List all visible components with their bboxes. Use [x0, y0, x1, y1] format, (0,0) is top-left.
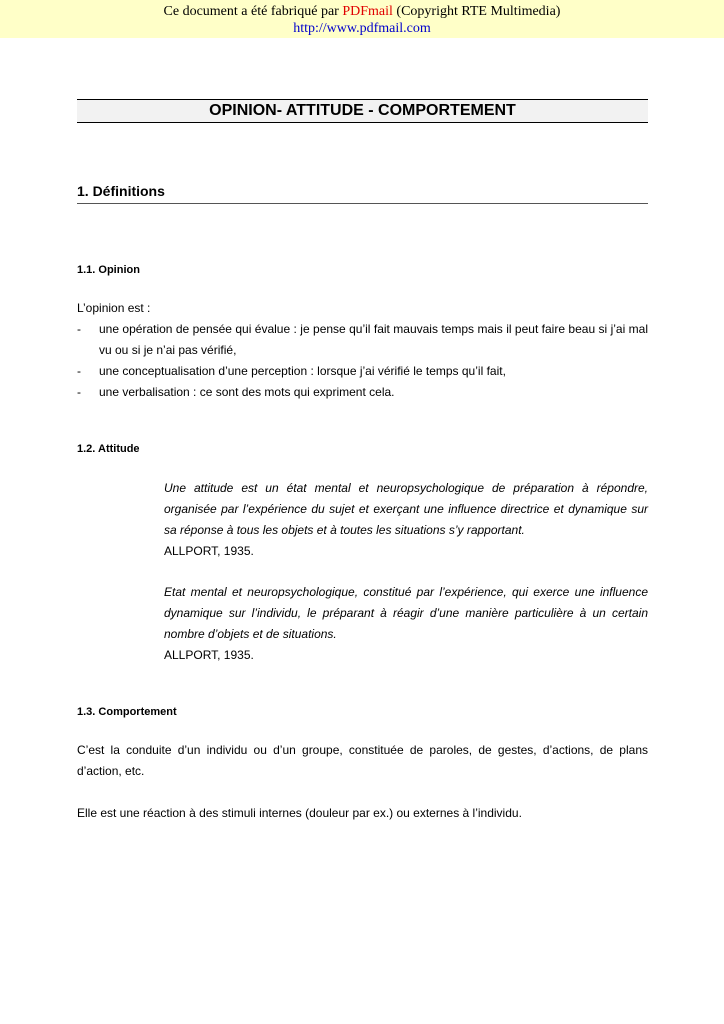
banner-line-1 [0, 3, 724, 20]
section-heading-definitions: 1. Définitions [77, 183, 648, 204]
banner-suffix: (Copyright RTE Multimedia) [396, 4, 561, 19]
subsection-heading-attitude: 1.2. Attitude [77, 443, 140, 455]
list-item-text: une conceptualisation d’une perception : lorsque j’ai vérifié le temps qu’il fait, [99, 364, 506, 378]
list-item [77, 361, 648, 382]
list-item-text: une verbalisation : ce sont des mots qui expriment cela. [99, 385, 395, 399]
list-item [77, 319, 648, 361]
comportement-paragraph-2: Elle est une réaction à des stimuli internes (douleur par ex.) ou externes à l’individu. [77, 806, 522, 820]
quote-citation-1: ALLPORT, 1935. [164, 544, 254, 558]
subsection-heading-comportement: 1.3. Comportement [77, 706, 177, 718]
list-item [77, 382, 648, 403]
pdfmail-banner [0, 0, 724, 38]
subsection-heading-opinion: 1.1. Opinion [77, 264, 140, 276]
list-item-text: une opération de pensée qui évalue : je pense qu’il fait mauvais temps mais il peut faire beau si j’ai mal vu ou si je n’ai pas vérifié, [99, 322, 648, 357]
opinion-intro: L’opinion est : [77, 301, 151, 315]
banner-link[interactable]: http://www.pdfmail.com [293, 21, 431, 36]
banner-line-2 [0, 20, 724, 37]
list-dash: - [77, 322, 81, 336]
list-dash: - [77, 385, 81, 399]
document-title: OPINION- ATTITUDE - COMPORTEMENT [77, 99, 648, 123]
allport-quote-2: Etat mental et neuropsychologique, constitué par l’expérience, qui exerce une influence dynamique sur l’individu, le préparant à réagir d’une manière particulière à un certain nombre d’objets et de situations. [164, 585, 648, 641]
list-dash: - [77, 364, 81, 378]
comportement-paragraph-1: C’est la conduite d’un individu ou d’un groupe, constituée de paroles, de gestes, d’actions, de plans d’action, etc. [77, 743, 648, 778]
banner-brand: PDFmail [342, 4, 393, 19]
allport-quote-1: Une attitude est un état mental et neuropsychologique de préparation à répondre, organisée par l’expérience du sujet et exerçant une influence directrice et dynamique sur sa réponse à tous les objets et à toutes les situations s’y rapportant. [164, 481, 648, 537]
quote-citation-2: ALLPORT, 1935. [164, 648, 254, 662]
banner-prefix: Ce document a été fabriqué par [163, 4, 339, 19]
